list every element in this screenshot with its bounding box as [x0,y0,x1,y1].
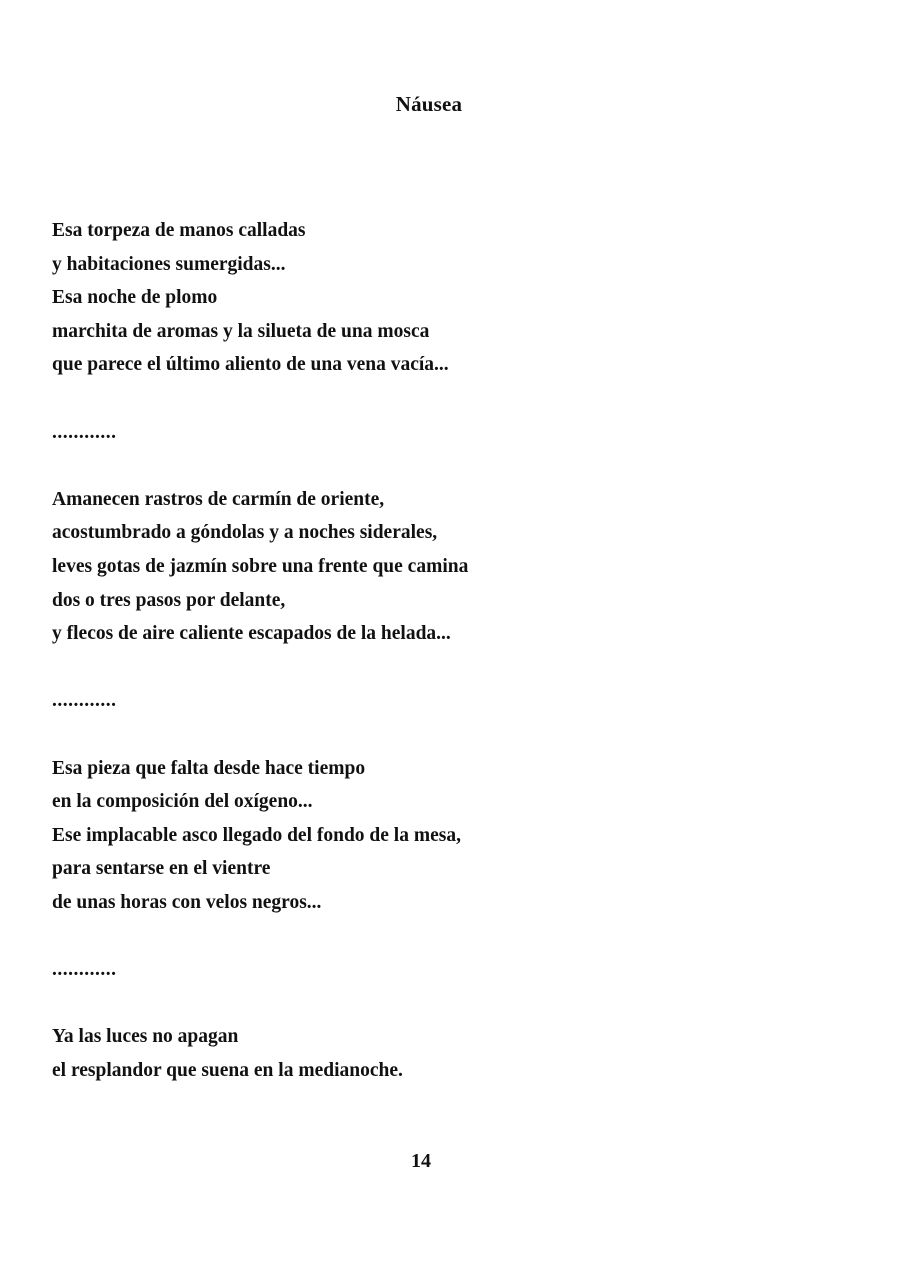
verse-line: acostumbrado a góndolas y a noches siderales, [52,522,438,544]
stanza-separator: ............ [52,959,117,981]
verse-line: en la composición del oxígeno... [52,791,313,813]
verse-line: de unas horas con velos negros... [52,891,322,913]
stanza-gap [52,987,852,1021]
verse-line: marchita de aromas y la silueta de una mosca [52,320,430,342]
verse-line: dos o tres pasos por delante, [52,589,286,611]
stanza-gap [52,651,852,685]
stanza-3 [52,752,852,920]
verse-line: Ya las luces no apagan [52,1026,239,1048]
stanza-gap [52,449,852,483]
verse-line: Ese implacable asco llegado del fondo de la mesa, [52,824,461,846]
verse-line: y flecos de aire caliente escapados de la helada... [52,623,451,645]
stanza-gap [52,382,852,416]
poem-body [52,214,852,1087]
verse-line: el resplandor que suena en la medianoche. [52,1059,403,1081]
verse-line: y habitaciones sumergidas... [52,253,286,275]
stanza-1 [52,214,852,382]
stanza-separator: ............ [52,421,117,443]
page-number: 14 [411,1150,431,1172]
verse-line: Esa pieza que falta desde hace tiempo [52,757,366,779]
stanza-gap [52,718,852,752]
verse-line: Esa torpeza de manos calladas [52,220,306,241]
verse-line: Esa noche de plomo [52,287,218,309]
poem-title: Náusea [395,92,463,116]
stanza-4 [52,1020,852,1087]
verse-line: Amanecen rastros de carmín de oriente, [52,488,385,510]
stanza-separator: ............ [52,690,117,712]
verse-line: para sentarse en el vientre [52,858,271,880]
stanza-gap [52,919,852,953]
verse-line: que parece el último aliento de una vena vacía... [52,354,449,376]
verse-line: leves gotas de jazmín sobre una frente que camina [52,555,469,577]
stanza-2 [52,483,852,651]
